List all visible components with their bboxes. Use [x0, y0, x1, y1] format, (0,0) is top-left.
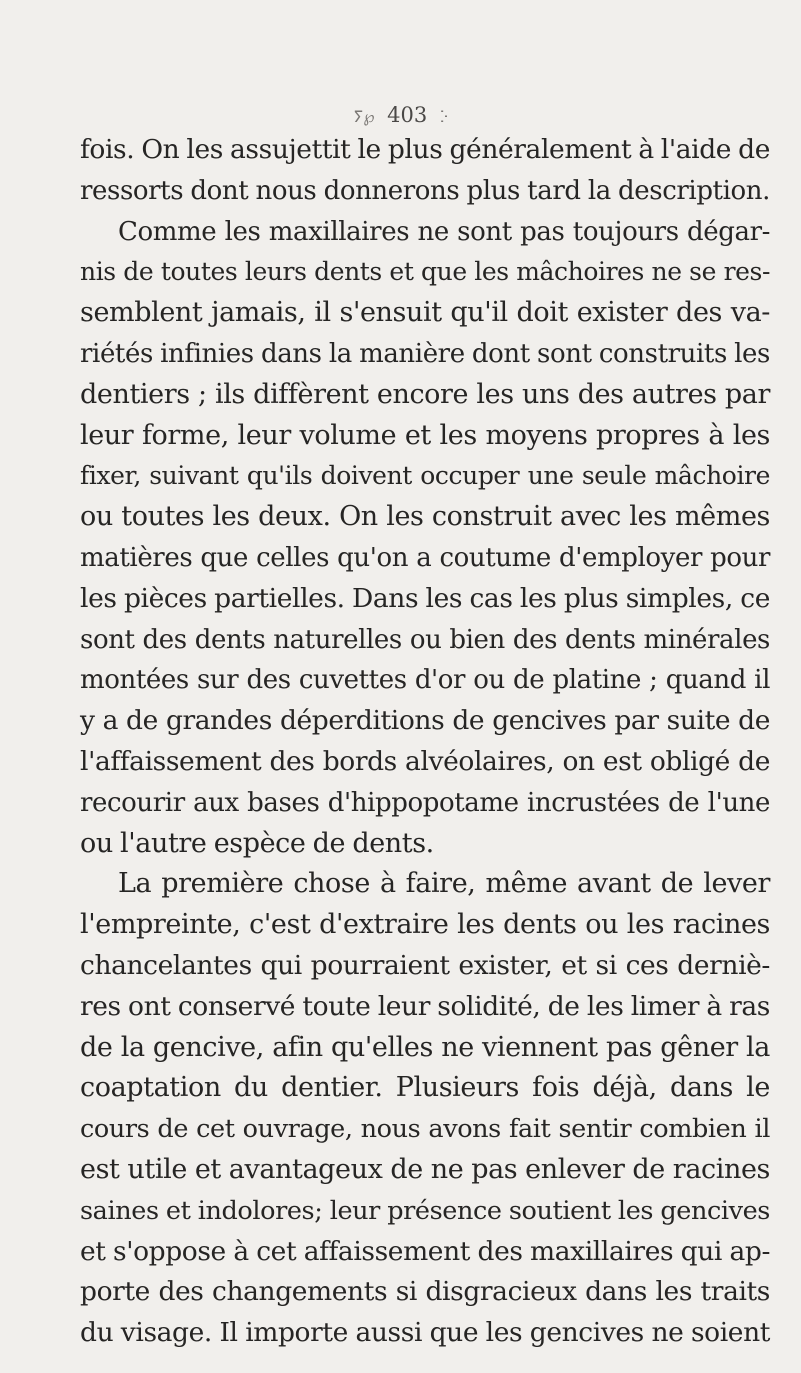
text-line: La première chose à faire, même avant de lever [118, 868, 770, 900]
text-line: y a de grandes déperditions de gencives par suite de [80, 705, 770, 737]
text-line: recourir aux bases d'hippopotame incrustées de l'une [80, 787, 770, 818]
text-line: ou l'autre espèce de dents. [80, 827, 434, 859]
text-line: cours de cet ouvrage, nous avons fait sentir combien il [80, 1114, 770, 1145]
text-line: l'affaissement des bords alvéolaires, on est obligé de [80, 745, 770, 777]
left-ornament-icon: ⵢ℘ [353, 107, 375, 126]
text-line: de la gencive, afin qu'elles ne viennent pas gêner la [80, 1031, 770, 1063]
text-line: les pièces partielles. Dans les cas les plus simples, ce [80, 582, 770, 614]
text-line: sont des dents naturelles ou bien des dents minérales [80, 624, 770, 655]
text-line: coaptation du dentier. Plusieurs fois déjà, dans le [80, 1072, 770, 1104]
text-line: montées sur des cuvettes d'or ou de platine ; quand il [80, 665, 770, 696]
text-line: res ont conservé toute leur solidité, de les limer à ras [80, 990, 770, 1022]
text-line: du visage. Il importe aussi que les gencives ne soient [80, 1317, 770, 1349]
text-line: nis de toutes leurs dents et que les mâchoires ne se res- [80, 257, 770, 287]
text-line: chancelantes qui pourraient exister, et si ces derniè- [80, 949, 770, 981]
text-line: fois. On les assujettit le plus généralement à l'aide de [80, 134, 770, 165]
text-line: ou toutes les deux. On les construit avec les mêmes [80, 501, 770, 533]
text-line: dentiers ; ils diffèrent encore les uns des autres par [80, 378, 770, 410]
page-header [0, 103, 801, 127]
text-line: porte des changements si disgracieux dans les traits [80, 1276, 770, 1308]
text-line: saines et indolores; leur présence soutient les gencives [80, 1195, 770, 1226]
text-line: ressorts dont nous donnerons plus tard la description. [80, 175, 770, 206]
text-line: Comme les maxillaires ne sont pas toujours dégar- [118, 216, 770, 247]
text-line: riétés infinies dans la manière dont sont construits les [80, 338, 770, 369]
text-line: matières que celles qu'on a coutume d'employer pour [80, 542, 770, 573]
text-line: est utile et avantageux de ne pas enlever de racines [80, 1153, 770, 1185]
body-text [80, 130, 770, 1354]
text-line: l'empreinte, c'est d'extraire les dents ou les racines [80, 909, 770, 941]
text-line: leur forme, leur volume et les moyens propres à les [80, 419, 770, 451]
right-ornament-icon: ⴾ [439, 107, 448, 126]
page-number: 403 [387, 103, 428, 127]
text-line: fixer, suivant qu'ils doivent occuper une seule mâchoire [80, 461, 770, 491]
text-line: semblent jamais, il s'ensuit qu'il doit exister des va- [80, 297, 770, 329]
text-line: et s'oppose à cet affaissement des maxillaires qui ap- [80, 1235, 770, 1267]
